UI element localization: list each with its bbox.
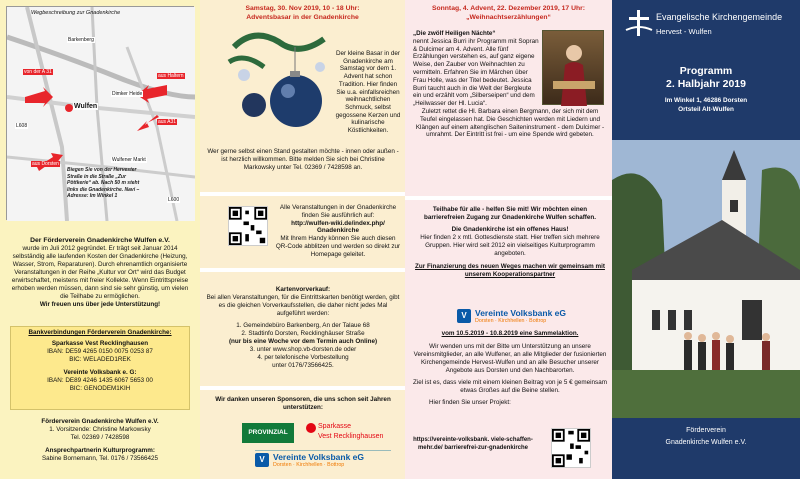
bank2-iban: IBAN: DE89 4246 1435 6067 5653 00 (47, 377, 153, 384)
teilhabe-title: Teilhabe für alle - helfen Sie mit! Wir möchten einen barrierefreien Zugang zur Gnadenkirche Wulfen schaffen. (423, 206, 597, 221)
address-street: Im Winkel 1, 46286 Dorsten (664, 97, 748, 104)
panel-cover (612, 0, 800, 479)
finanz-title: Zur Finanzierung des neuen Weges machen wir gemeinsam mit unserem Kooperationspartner (415, 263, 605, 278)
bank2-name: Vereinte Volksbank e. G: (63, 369, 137, 376)
kartenvorverkauf (206, 286, 400, 370)
map-label-wulfen: Wulfen (74, 103, 98, 110)
teilhabe-text: Hier finden 2 x mtl. Gottesdienste statt. Hier treffen sich mehrere Gruppen. Hier wird seit 2012 ein vielseitiges Kulturprogramm angeboten. (420, 234, 600, 257)
divider (200, 386, 405, 390)
contact-chair: 1. Vorsitzende: Christine Markowsky (49, 426, 151, 433)
church-photo (612, 140, 800, 418)
bank-title: Bankverbindungen Förderverein Gnadenkirche: (28, 329, 172, 336)
homepage-text: Alle Veranstaltungen in der Gnadenkirche finden Sie ausführlich auf: (279, 204, 397, 219)
contact-tel: Tel. 02369 / 7428598 (70, 434, 130, 441)
map-label-markt: Wulfener Markt (112, 157, 146, 163)
map-label-a31-2: aus A31 (158, 119, 177, 125)
volksbank-name: Vereinte Volksbank eG (475, 308, 567, 318)
map-label-haltern: aus Haltern (158, 73, 184, 79)
homepage-link[interactable]: http://wulfen-wiki.de/index.php/ Gnadenkirche (291, 219, 385, 235)
performer-figure (543, 31, 605, 106)
bank1-name: Sparkasse Vest Recklinghausen (51, 340, 149, 347)
christmas-ornament-illustration (224, 27, 334, 137)
basar-date: Samstag, 30. Nov 2019, 10 - 18 Uhr: (245, 5, 360, 12)
volksbank-icon: V (457, 309, 471, 323)
route-map (6, 6, 194, 220)
foerderverein-1: Förderverein (686, 427, 726, 434)
volksbank-logo-2 (457, 307, 597, 329)
konzert-text: nennt Jessica Burri ihr Programm mit Sopran & Dulcimer am 4. Advent. Alle fünf Erzählungen verstehen es, auf ganz eigene Weise, den Zauber von Weihnachten zu vermitteln. Erfahren Sie im Märchen über Frau Holle, was der Titel bedeutet. Jessica Burri taucht auch in die Welt der Bergleute ein und erzählt vom „Silberseipen“ und dem „Heilwasser der Hl. Lucia“. (413, 37, 539, 108)
address-district: Ortsteil Alt-Wulfen (678, 106, 734, 113)
projekt-link[interactable]: https://vereinte-volksbank. viele-schaffen-mehr.de/ barrierefrei-zur-gnadenkirche (413, 437, 533, 451)
basar-heading (200, 5, 405, 22)
bank1-bic: BIC: WELADED1REK (69, 356, 131, 363)
vvk-4b: unter 0176/73566425. (272, 362, 334, 369)
partner-title: Ansprechpartnerin Kulturprogramm: (45, 447, 155, 454)
konzert-text-2: Zuletzt rettet die Hl. Barbara einen Bergmann, der sich mit dem Teufel eingelassen hat. Die Geschichten werden mit Liedern und Klängen auf einem altenglischen Saiteninstrument - dem Dulcimer - umrahmt. Der Eintritt ist frei - um eine Spende wird gebeten. (415, 108, 605, 139)
bank2-bic: BIC: GENODEM1KIH (69, 385, 131, 392)
konzert-info (413, 30, 541, 108)
map-label-barkenberg: Barkenberg (68, 37, 94, 43)
advent-title: „Weihnachtserzählungen“ (466, 13, 551, 21)
kirchengemeinde-place: Hervest - Wulfen (656, 27, 712, 36)
program-title (612, 65, 800, 91)
kirchengemeinde-name: Evangelische Kirchengemeinde (656, 12, 783, 22)
vvk-2b: (nur bis eine Woche vor dem Termin auch Online) (228, 338, 378, 345)
panel-verein (0, 0, 200, 479)
map-label-l608: L608 (16, 123, 28, 129)
map-label-dorsten: aus Dorsten (32, 161, 59, 167)
divider (200, 192, 405, 196)
bank-box (10, 326, 190, 410)
volksbank-sub: Dorsten · Kirchhellen · Bottrop (475, 318, 547, 324)
provinzial-logo: PROVINZIAL (242, 423, 294, 443)
performer-photo (542, 30, 604, 105)
basar-text: Der kleine Basar in der Gnadenkirche am Samstag vor dem 1. Advent hat schon Tradition. Hier finden Sie u.a. einfallsreichen weihnachtlichen Schmuck, selbst gegossene Kerzen und kulinarische Köstlichkeiten. (335, 50, 401, 135)
projekt-label: Hier finden Sie unser Projekt: (429, 399, 511, 406)
bank1-iban: IBAN: DE59 4265 0150 0075 0253 87 (47, 348, 153, 355)
map-label-l600: L600 (168, 197, 180, 203)
sponsor-title: Wir danken unseren Sponsoren, die uns schon seit Jahren unterstützen: (215, 396, 391, 411)
vvk-1: 1. Gemeindebüro Barkenberg, An der Talaue 68 (236, 322, 370, 329)
contact-title: Förderverein Gnadenkirche Wulfen e.V. (41, 418, 159, 425)
teilhabe-open: Die Gnadenkirche ist ein offenes Haus! (451, 226, 569, 233)
teilhabe-section (413, 206, 607, 279)
homepage-info (274, 204, 402, 259)
basar-title: Adventsbasar in der Gnadenkirche (246, 13, 359, 21)
sparkasse-region: Vest Recklinghausen (318, 433, 384, 440)
qr-code-image (552, 429, 590, 467)
qr-code-projekt[interactable] (551, 428, 591, 468)
qr-code-image (229, 207, 267, 245)
map-label-a31: von der A 31 (24, 69, 52, 75)
volksbank-icon: V (255, 453, 269, 467)
homepage-qr-text: Mit Ihrem Handy können Sie auch diesen QR-Code abblitzen und werden so direkt zur Homepage geleitet. (275, 235, 401, 258)
volksbank-sub: Dorsten · Kirchhellen · Bottrop (273, 462, 345, 468)
panel-advent (405, 0, 612, 479)
program-title-2: 2. Halbjahr 2019 (666, 78, 746, 90)
verein-text: wurde im Juli 2012 gegründet. Er trägt seit Januar 2014 selbständig alle laufenden Kosten der Gnadenkirche (Heizung, Wasser, Strom, Reparaturen). Durch ehrenamtlich organisierte Veranstaltungen in der Reihe „Kultur vor Ort“ wird das Budget erwirtschaftet, meistens mit freier Kollekte. Wenn Eintrittspreise erhoben werden müssen, dann sind sie sehr günstig, um vielen die Teilhabe zu ermöglichen. (11, 245, 189, 300)
aktion-dates: vom 10.5.2019 - 10.8.2019 eine Sammelaktion. (441, 330, 579, 337)
verein-contact (10, 418, 190, 463)
foerderverein-2: Gnadenkirche Wulfen e.V. (665, 439, 747, 446)
vvk-4: 4. per telefonische Vorbestellung (257, 354, 349, 361)
church-address (612, 96, 800, 114)
advent-date: Sonntag, 4. Advent, 22. Dezember 2019, 17 Uhr: (431, 5, 586, 12)
vvk-3[interactable]: 3. unter www.shop.vb-dorsten.de oder (249, 346, 357, 353)
map-label-dimker: Dimker Heide (112, 91, 143, 97)
sparkasse-logo (306, 423, 386, 445)
verein-intro (10, 237, 190, 309)
vvk-text: Bei allen Veranstaltungen, für die Eintrittskarten benötigt werden, gibt es die gleichen Vorverkaufsstellen, die daher nicht jedes Mal aufgeführt werden: (206, 294, 400, 317)
verein-support: Wir freuen uns über jede Unterstützung! (39, 301, 161, 308)
basar-contact: Wer gerne selbst einen Stand gestalten möchte - innen oder außen - ist herzlich willkommen. Bitte melden Sie sich bei Christine Markowsky unter Tel. 02369 / 7428598 an. (207, 148, 399, 171)
verein-title: Der Förderverein Gnadenkirche Wulfen e.V. (30, 237, 170, 244)
volksbank-logo (255, 450, 391, 470)
partner-contact: Sabine Bornemann, Tel. 0176 / 73566425 (41, 455, 159, 462)
ziel-text: Ziel ist es, dass viele mit einem kleinen Beitrag von je 5 € gemeinsam etwas Großes auf die Beine stellen. (413, 379, 607, 394)
konzert-title: „Die zwölf Heiligen Nächte“ (413, 30, 496, 37)
advent-heading (405, 5, 612, 22)
divider (200, 268, 405, 272)
sparkasse-icon (306, 423, 316, 433)
volksbank-name: Vereinte Volksbank eG (273, 452, 365, 462)
spende-section (413, 330, 607, 407)
spende-text: Wir wenden uns mit der Bitte um Unterstützung an unsere Vereinsmitglieder, an alle Wulfener, an alle Mitglieder der fusionierten Kirchengemeinde Hervest-Wulfen und an alle Besucher unserer Angebote aus Dorsten und den Nachbarorten. (413, 343, 607, 374)
panel-basar (200, 0, 405, 479)
foerderverein-footer (612, 425, 800, 449)
map-title: Wegbeschreibung zur Gnadenkirche (31, 10, 121, 16)
map-directions: Biegen Sie von der Hervester Straße in die Straße „Zur Pöttkerie“ ab. Nach 50 m steht links die Gnadenkirche. Navi – Adresse: Im Winkel 1 (67, 167, 140, 199)
vvk-title: Kartenvorverkauf: (275, 286, 331, 293)
program-title-1: Programm (679, 65, 733, 77)
qr-code-homepage[interactable] (228, 206, 268, 246)
church-cross-logo-icon (624, 8, 654, 38)
sparkasse-name: Sparkasse (318, 423, 352, 430)
vvk-2: 2. Stadtinfo Dorsten, Recklinghäuser Straße (241, 330, 365, 337)
divider (405, 196, 612, 200)
